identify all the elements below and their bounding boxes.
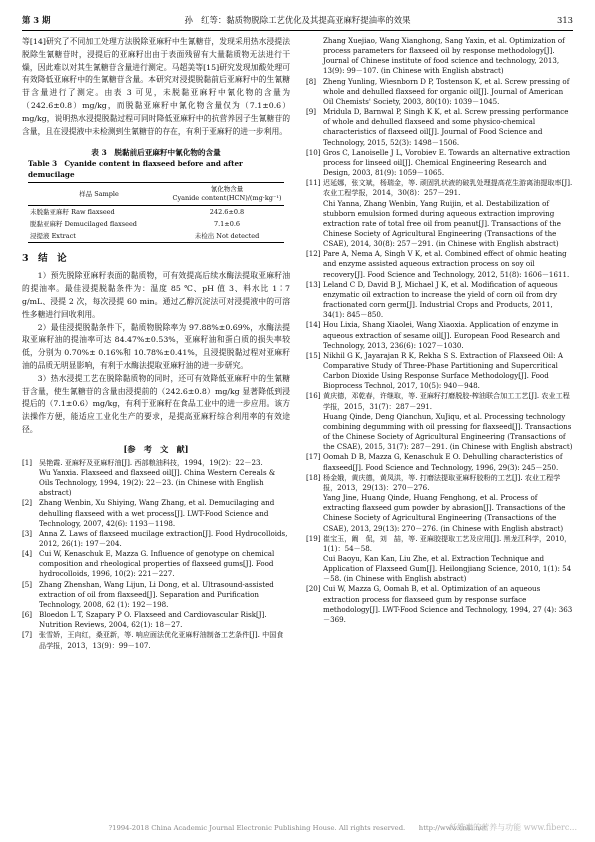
right-column (306, 36, 574, 625)
cell-sample: 未脱黏亚麻籽 Raw flaxseed (30, 208, 115, 217)
reference-body (323, 148, 574, 178)
reference-number: [7] (22, 630, 33, 640)
copyright-footer: ?1994-2018 China Academic Journal Electronic Publishing House. All rights reserved. http://www.cnki.net (108, 824, 487, 832)
section-heading: 3 结 论 (22, 253, 67, 265)
reference-item (22, 458, 290, 499)
header-rule (22, 30, 573, 31)
reference-body (39, 630, 290, 650)
reference-text: Leland C D, David B J, Michael J K, et al. Modification of aqueous enzymatic oil extraction to increase the yield of corn oil from dry fractionated corn germ[J]. Industrial Crops and Products, 2011, 34(1): 845－850. (323, 279, 558, 320)
reference-number: [3] (22, 528, 33, 538)
page-number: 313 (557, 15, 573, 25)
running-header (22, 13, 573, 27)
reference-body (323, 77, 574, 107)
reference-text: 迟延娜，张文斌，杨瑞金，等. 顽固乳状液的破乳处理提高花生游离油提取率[J]. 农业工程学报，2014，30(8)：257－291. (323, 178, 573, 198)
reference-item (306, 77, 574, 107)
reference-item (306, 280, 574, 321)
reference-text: Nikhil G K, Jayarajan R K, Rekha S S. Extraction of Flaxseed Oil: A Comparative Study of Three-Phase Partitioning and Supercritical Carbon Dioxide Using Response Surface Methodology[J]. Food Bioprocess Technol, 2017, 10(5): 940－948. (323, 350, 563, 391)
cell-sample: 脱黏亚麻籽 Demucilaged flaxseed (30, 220, 137, 229)
reference-text: Cui Baoyu, Kan Kan, Liu Zhe, et al. Extraction Technique and Application of Flaxseed Gum[J]. Heilongjiang Science, 2010, 1(1): 54－58. (in Chinese with English abstract) (323, 553, 572, 584)
conclusion-3: 3）热水浸提工艺在脱除黏质物的同时，还可有效降低亚麻籽中的生氰糖苷含量，使生氰糖苷的含量由浸提前的（242.6±0.8）mg/kg 显著降低到浸提后的（7.1±0.6）mg/kg，有利于亚麻籽在食品工业中的进一步应用。该方法操作方便，能适应工业化生产的要求，是提高亚麻籽综合利用率的有效途径。 (22, 373, 290, 434)
table-caption-en: Table 3 Cyanide content in flaxseed before and after demucilage (28, 159, 243, 180)
reference-body (39, 458, 290, 499)
reference-body (323, 320, 574, 350)
reference-item (22, 580, 290, 610)
running-title: 孙 红等：黏质物脱除工艺优化及其提高亚麻籽提油率的效果 (184, 15, 411, 25)
reference-body (323, 280, 574, 321)
reference-body (323, 452, 574, 472)
reference-number: [18] (306, 472, 321, 482)
reference-body (323, 391, 574, 452)
reference-item (22, 529, 290, 549)
reference-text: Hou Lixia, Shang Xiaolei, Wang Xiaoxia. Application of enzyme in aqueous extraction of sesame oil[J]. European Food Research and Technology, 2013, 236(6): 1027－1030. (323, 320, 561, 350)
reference-body (39, 549, 290, 579)
reference-text: Zhang Wenbin, Xu Shiying, Wang Zhang, et al. Demucilaging and dehulling flaxseed with a wet process[J]. LWT-Food Science and Technology, 2007, 42(6): 1193－1198. (39, 498, 275, 528)
reference-list-right (306, 77, 574, 625)
cell-value: 242.6±0.8 (209, 208, 245, 217)
reference-body (39, 529, 290, 549)
col-cyanide-header (170, 183, 284, 206)
reference-text: Yang Jine, Huang Qinde, Huang Fenghong, et al. Process of extracting flaxseed gum powder by abrasion[J]. Transactions of the Chinese Society of Agricultural Engineering (Transactions of the CSAE), 2013, 29(13): 270－276. (in Chinese with English abstract) (323, 493, 566, 533)
reference-item (22, 549, 290, 579)
reference-body (323, 473, 574, 534)
reference-number: [2] (22, 498, 33, 508)
table-caption-cn: 表 3 脱黏前后亚麻籽中氰化物的含量 (91, 148, 221, 158)
reference-number: [16] (306, 391, 321, 401)
reference-text: 张雪娇，王向红，桑亚新，等. 响应面法优化亚麻籽油制备工艺条件[J]. 中国食品学报，2013，13(9)：99－107. (39, 630, 284, 650)
reference-item (306, 584, 574, 625)
conclusion-2: 2）最佳浸提脱黏条件下，黏质物脱除率为 97.88%±0.69%，水酶法提取亚麻籽油的提油率可达 84.47%±0.53%，亚麻籽油和蛋白质的损失率较低，分别为 0.70%± 0.16%和 10.78%±0.41%，且浸提脱黏过程对亚麻籽油的品质无明显影响，有利于水酶法提取亚麻籽油的进一步研究。 (22, 322, 290, 370)
reference-text: Mridula D, Barnwal P, Singh K K, et al. Screw pressing performance of whole and dehulled flaxseed and some physico-chemical characteristics of flaxseed oil[J]. Journal of Food Science and Technology, 2015, 52(3): 1498－1506. (323, 107, 569, 147)
cell-sample: 浸提液 Extract (28, 230, 170, 243)
reference-body (323, 534, 574, 585)
col-cyanide-header-cn: 氰化物含量 (210, 185, 244, 194)
reference-list-left (22, 458, 290, 651)
table-row (28, 206, 284, 219)
reference-number: [19] (306, 533, 321, 543)
reference-body (39, 580, 290, 610)
reference-body (323, 584, 574, 625)
reference-number: [5] (22, 579, 33, 589)
reference-text: Chi Yanna, Zhang Wenbin, Yang Ruijin, et al. Destabilization of stubborn emulsion formed during aqueous extraction improving extraction rate of total free oil from peanut[J]. Transactions of the Chinese Society of Agricultural Engineering (Transactions of the CSAE), 2014, 30(8): 257－291. (in Chinese with English abstract) (323, 198, 561, 249)
reference-text: Zheng Yunling, Wiesnborn D P, Tostenson K, et al. Screw pressing of whole and dehulled flaxseed for organic oil[J]. Journal of American Oil Chemists' Society, 2003, 80(10): 1039－1045. (323, 76, 570, 106)
reference-number: [4] (22, 549, 33, 559)
body-paragraph: 等[14]研究了不同加工处理方法脱除亚麻籽中生氰糖苷，发现采用热水浸提法脱除生氰糖苷时，浸提后的亚麻籽出由于表面残留有大量黏质物无法进行干燥，因此难以对其生氰糖苷含量进行测定。马超美等[15]研究发现加酸处理可有效降低亚麻籽中的生氰糖苷含量。本研究对浸提脱黏前后亚麻籽中的生氰糖苷含量进行了测定。由表 3 可见，未脱黏亚麻籽中氰化物的含量为（242.6±0.8）mg/kg，而脱黏亚麻籽中氰化物含量仅为（7.1±0.6）mg/kg，说明热水浸提脱黏过程可同时降低亚麻籽中的抗营养因子生氰糖苷的含量，且在浸提液中未检测到生氰糖苷的存在，有利于亚麻籽的进一步利用。 (22, 37, 290, 136)
reference-text: Zhang Zhenshan, Wang Lijun, Li Dong, et al. Ultrasound-assisted extraction of oil from flaxseed[J]. Separation and Purification Technology, 2008, 62 (1): 192－198. (39, 579, 274, 609)
reference-number: [17] (306, 452, 321, 462)
reference-item (306, 391, 574, 452)
table-row (28, 230, 284, 243)
reference-item (306, 320, 574, 350)
reference-text: Gros C, Lanoiselle J L, Vorobiev E. Towards an alternative extraction process for linseed oil[J]. Chemical Engineering Research and Design, 2003, 81(9): 1059－1065. (323, 147, 571, 178)
reference-number: [12] (306, 249, 321, 259)
reference-text: Cui W, Kenaschuk E, Mazza G. Influence of genotype on chemical composition and rheological properties of flaxseed gums[J]. Food hydrocolloids, 1996, 10(2): 221－227. (39, 549, 275, 579)
reference-item (306, 107, 574, 148)
reference-number: [10] (306, 147, 321, 157)
issue-number: 第 3 期 (22, 15, 51, 25)
reference-item (22, 498, 290, 528)
cyanide-table (28, 182, 284, 243)
table-header-row (28, 183, 284, 206)
conclusion-1: 1）预先脱除亚麻籽表面的黏质物，可有效提高后续水酶法提取亚麻籽油的提油率。最佳浸提脱黏条件为：温度 85 ℃、pH 值 3、料水比 1∶7 g/mL、浸提 2 次，每次浸提 60 min。通过乙醇沉淀法可对浸提液中的可溶性多糖进行回收利用。 (22, 271, 290, 319)
reference-body (39, 498, 290, 528)
reference-text: 黄庆德，邓乾春，许继取，等. 亚麻籽打磨脱胶-榨油联合加工工艺[J]. 农业工程学报，2015，31(7)：287－291. (323, 391, 570, 411)
reference-item (306, 452, 574, 472)
reference-item (306, 148, 574, 178)
reference-text: Huang Qinde, Deng Qianchun, XuJiqu, et al. Processing technology combining degumming with oil pressing for flaxseed[J]. Transactions of the Chinese Society of Agricultural Engineering (Transactions of the CSAE), 2015, 31(7): 287－291. (in Chinese with English abstract) (323, 411, 573, 452)
reference-item (306, 351, 574, 392)
reference-item (22, 610, 290, 630)
reference-body (323, 107, 574, 148)
reference-number: [6] (22, 610, 33, 620)
table-row (28, 218, 284, 230)
references-heading: [参 考 文 献] (123, 443, 189, 454)
reference-body (323, 178, 574, 249)
reference-text: Wu Yanxia. Flaxseed and flaxseed oil[J]. China Western Cereals & Oils Technology, 1994, 19(2): 22－23. (in Chinese with English abstract) (39, 467, 276, 498)
reference-text: 杨金娥，黄庆德，黄凤洪，等. 打磨法提取亚麻籽胶粉的工艺[J]. 农业工程学报，2013，29(13)：270－276. (323, 472, 561, 492)
reference-number: [11] (306, 178, 321, 188)
watermark: 纤维素的营养与功能 www.fiberc... (449, 823, 577, 832)
reference-text: Oomah D B, Mazza G, Kenaschuk E O. Dehulling characteristics of flaxseed[J]. Food Science and Technology, 1996, 29(3): 245－250. (323, 452, 563, 472)
reference-text: Pare A, Nema A, Singh V K, et al. Combined effect of ohmic heating and enzyme assisted aqueous extraction process on soy oil recovery[J]. Food Science and Technology, 2012, 51(8): 1606－1611. (323, 249, 570, 279)
reference-body (39, 610, 290, 630)
reference-item (306, 249, 574, 279)
reference-item (22, 630, 290, 650)
reference-number: [1] (22, 457, 33, 467)
reference-item (306, 178, 574, 249)
reference-number: [8] (306, 76, 317, 86)
reference-text: Bloedon L T, Szapary P O. Flaxseed and Cardiovascular Risk[J]. Nutrition Reviews, 2004, 62(1): 18－27. (39, 610, 267, 630)
reference-body (323, 351, 574, 392)
reference-text: Cui W, Mazza G, Oomah B, et al. Optimization of an aqueous extraction process for flaxseed gum by response surface methodology[J]. LWT-Food Science and Technology, 1994, 27 (4): 363－369. (323, 584, 573, 624)
reference-continuation: Zhang Xuejiao, Wang Xianghong, Sang Yaxin, et al. Optimization of process parameters for flaxseed oil by response methodology[J]. Journal of Chinese institute of food science and technology, 2013, 13(9): 99－107. (in Chinese with English abstract) (323, 36, 565, 76)
col-cyanide-header-en: Cyanide content(HCN)/(mg·kg⁻¹) (172, 194, 282, 203)
reference-text: Anna Z. Laws of flaxseed mucilage extraction[J]. Food Hydrocolloids, 2012, 26(1): 197－204. (39, 528, 288, 548)
reference-body (323, 249, 574, 279)
reference-text: 崔宝玉，阚 侃，刘 喆，等. 亚麻胶提取工艺及应用[J]. 黑龙江科学，2010，1(1)：54－58. (323, 533, 572, 553)
cell-value: 未检出 Not detected (170, 230, 284, 243)
reference-text: 吴艳霞. 亚麻籽及亚麻籽油[J]. 西部粮油科技，1994，19(2)：22－23. (39, 457, 263, 467)
reference-number: [13] (306, 279, 321, 289)
left-column (22, 36, 290, 651)
col-sample-header: 样品 Sample (28, 183, 170, 206)
reference-number: [15] (306, 350, 321, 360)
reference-number: [14] (306, 320, 321, 330)
reference-number: [9] (306, 107, 317, 117)
reference-number: [20] (306, 584, 321, 594)
reference-item (306, 473, 574, 534)
reference-item (306, 534, 574, 585)
cell-value: 7.1±0.6 (213, 220, 241, 229)
